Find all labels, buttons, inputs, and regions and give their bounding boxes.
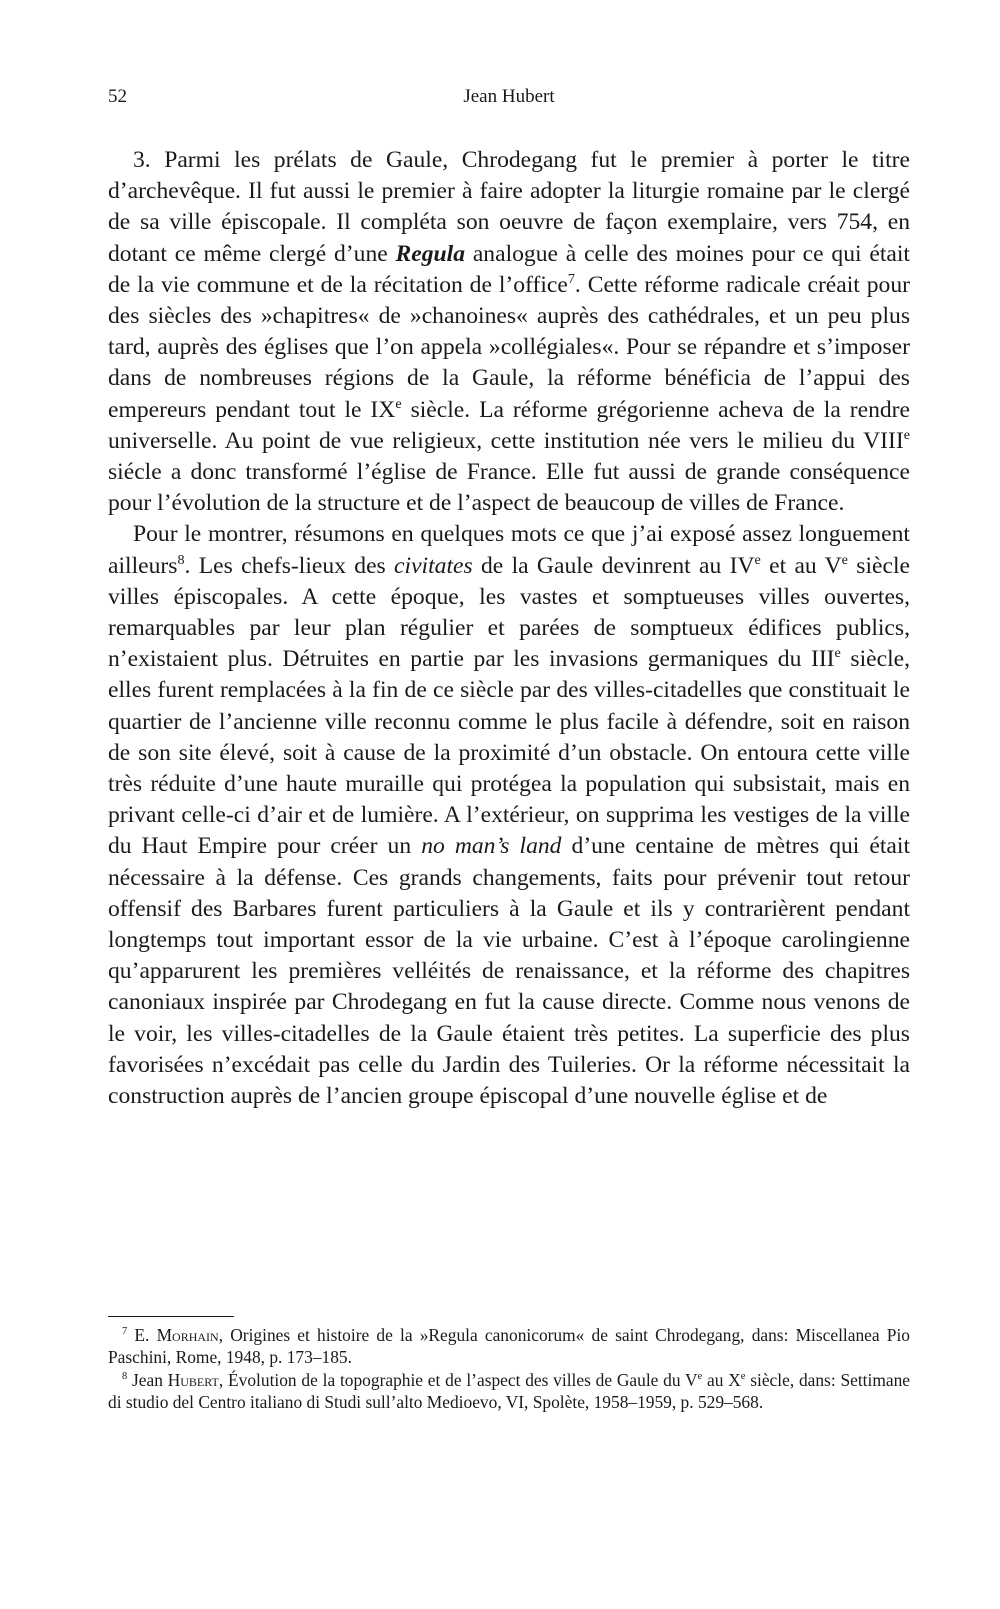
running-head: Jean Hubert: [463, 86, 555, 107]
author-name: Morhain: [156, 1325, 219, 1345]
text-run: siécle a donc transformé l’église de France. Elle fut aussi de grande conséquence pour l’évolution de la structure et de l’aspect de beaucoup de villes de France.: [108, 459, 910, 517]
text-run: siècle, elles furent remplacées à la fin de ce siècle par des villes-citadelles que constituait le quartier de l’ancienne ville reconnu comme le plus facile à défendre, soit en raison de son site élevé, soit à cause de la proximité d’un obstacle. On entoura cette ville très réduite d’une haute muraille qui protégea la population qui subsistait, mais en privant celle-ci d’air et de lumière. A l’extérieur, on supprima les vestiges de la ville du Haut Empire pour créer un: [108, 646, 910, 860]
superscript: e: [841, 551, 848, 568]
footnotes: [108, 1324, 910, 1414]
text-run: , Évolution de la topographie et de l’aspect des villes de Gaule du V: [218, 1369, 698, 1390]
text-run: 3. Parmi les prélats de Gaule, Chrodegang fut le premier à porter le titre d’archevêque. Il fut aussi le premier à faire adopter la liturgie romaine par le clergé de sa ville épiscopale. Il compléta son oeuvre de façon exemplaire, vers 754, en dotant ce même clergé d’une: [108, 147, 910, 267]
superscript: e: [903, 426, 910, 443]
footnote-8: [108, 1369, 910, 1414]
text-run: siècle villes épiscopales. A cette époque, les vastes et somptueuses villes ouvertes, remarquables par leur plan régulier et parées de somptueux édifices publics, n’existaient plus. Détruites en partie par les invasions germaniques du III: [108, 552, 910, 673]
text-run: . Les chefs-lieux des: [184, 552, 395, 579]
text-run: . Cette réforme radicale créait pour des siècles des »chapitres« de »chanoines« auprès des cathédrales, et un peu plus tard, auprès des églises que l’on appela »collégiales«. Pour se répandre et s’imposer dans de nombreuses régions de la Gaule, la réforme bénéficia de l’appui des empereurs pendant tout le IX: [108, 271, 910, 423]
text-run: et au V: [760, 552, 842, 579]
page-number: 52: [108, 86, 127, 107]
body-text: [108, 145, 910, 1112]
superscript: e: [395, 395, 402, 412]
italic-term: no man’s land: [421, 833, 562, 860]
text-run: analogue à celle des moines pour ce qui était de la vie commune et de la récitation de l’office: [108, 240, 910, 298]
italic-term: Regula: [395, 240, 466, 267]
superscript: e: [740, 1371, 746, 1383]
text-run: de la Gaule devinrent au IV: [472, 552, 755, 579]
footnote-divider: [108, 1316, 234, 1317]
text-run: Jean: [127, 1369, 168, 1390]
footnote-ref-8: 8: [177, 551, 185, 568]
superscript: e: [834, 645, 841, 662]
text-run: siècle. La réforme grégorienne acheva de la rendre universelle. Au point de vue religieux, cette institution née vers le milieu du VIII: [108, 396, 910, 454]
superscript: e: [697, 1371, 703, 1383]
italic-term: civitates: [394, 552, 473, 579]
text-run: Pour le montrer, résumons en quelques mots ce que j’ai exposé assez longuement ailleurs: [108, 521, 910, 579]
text-run: d’une centaine de mètres qui était nécessaire à la défense. Ces grands changements, faits pour prévenir tout retour offensif des Barbares furent particuliers à la Gaule et ils y contrarièrent pendant longtemps tout important essor de la vie urbaine. C’est à l’époque carolingienne qu’apparurent les premières velléités de renaissance, et la réforme des chapitres canoniaux inspirée par Chrodegang en fut la cause directe. Comme nous venons de le voir, les villes-citadelles de la Gaule étaient très petites. La superficie des plus favorisées n’excédait pas celle du Jardin des Tuileries. Or la réforme nécessitait la construction auprès de l’ancien groupe épiscopal d’une nouvelle église et de: [108, 833, 911, 1110]
page-header: [108, 86, 910, 116]
footnote-ref-7: 7: [567, 270, 575, 287]
footnote-number: 7: [122, 1326, 128, 1338]
text-run: siècle, dans: Settimane di studio del Centro italiano di Studi sull’alto Medioevo, VI, Spolète, 1958–1959, p. 529–568.: [108, 1369, 910, 1413]
footnote-number: 8: [122, 1371, 128, 1383]
footnote-7: [108, 1324, 910, 1369]
paragraph-1: [108, 145, 910, 519]
text-run: E.: [127, 1325, 157, 1345]
text-run: au X: [702, 1369, 741, 1390]
text-run: , Origines et histoire de la »Regula canonicorum« de saint Chrodegang, dans: Miscellanea Pio Paschini, Rome, 1948, p. 173–185.: [108, 1325, 910, 1368]
author-name: Hubert: [167, 1369, 219, 1390]
paragraph-2: [108, 519, 910, 1112]
superscript: e: [754, 551, 761, 568]
